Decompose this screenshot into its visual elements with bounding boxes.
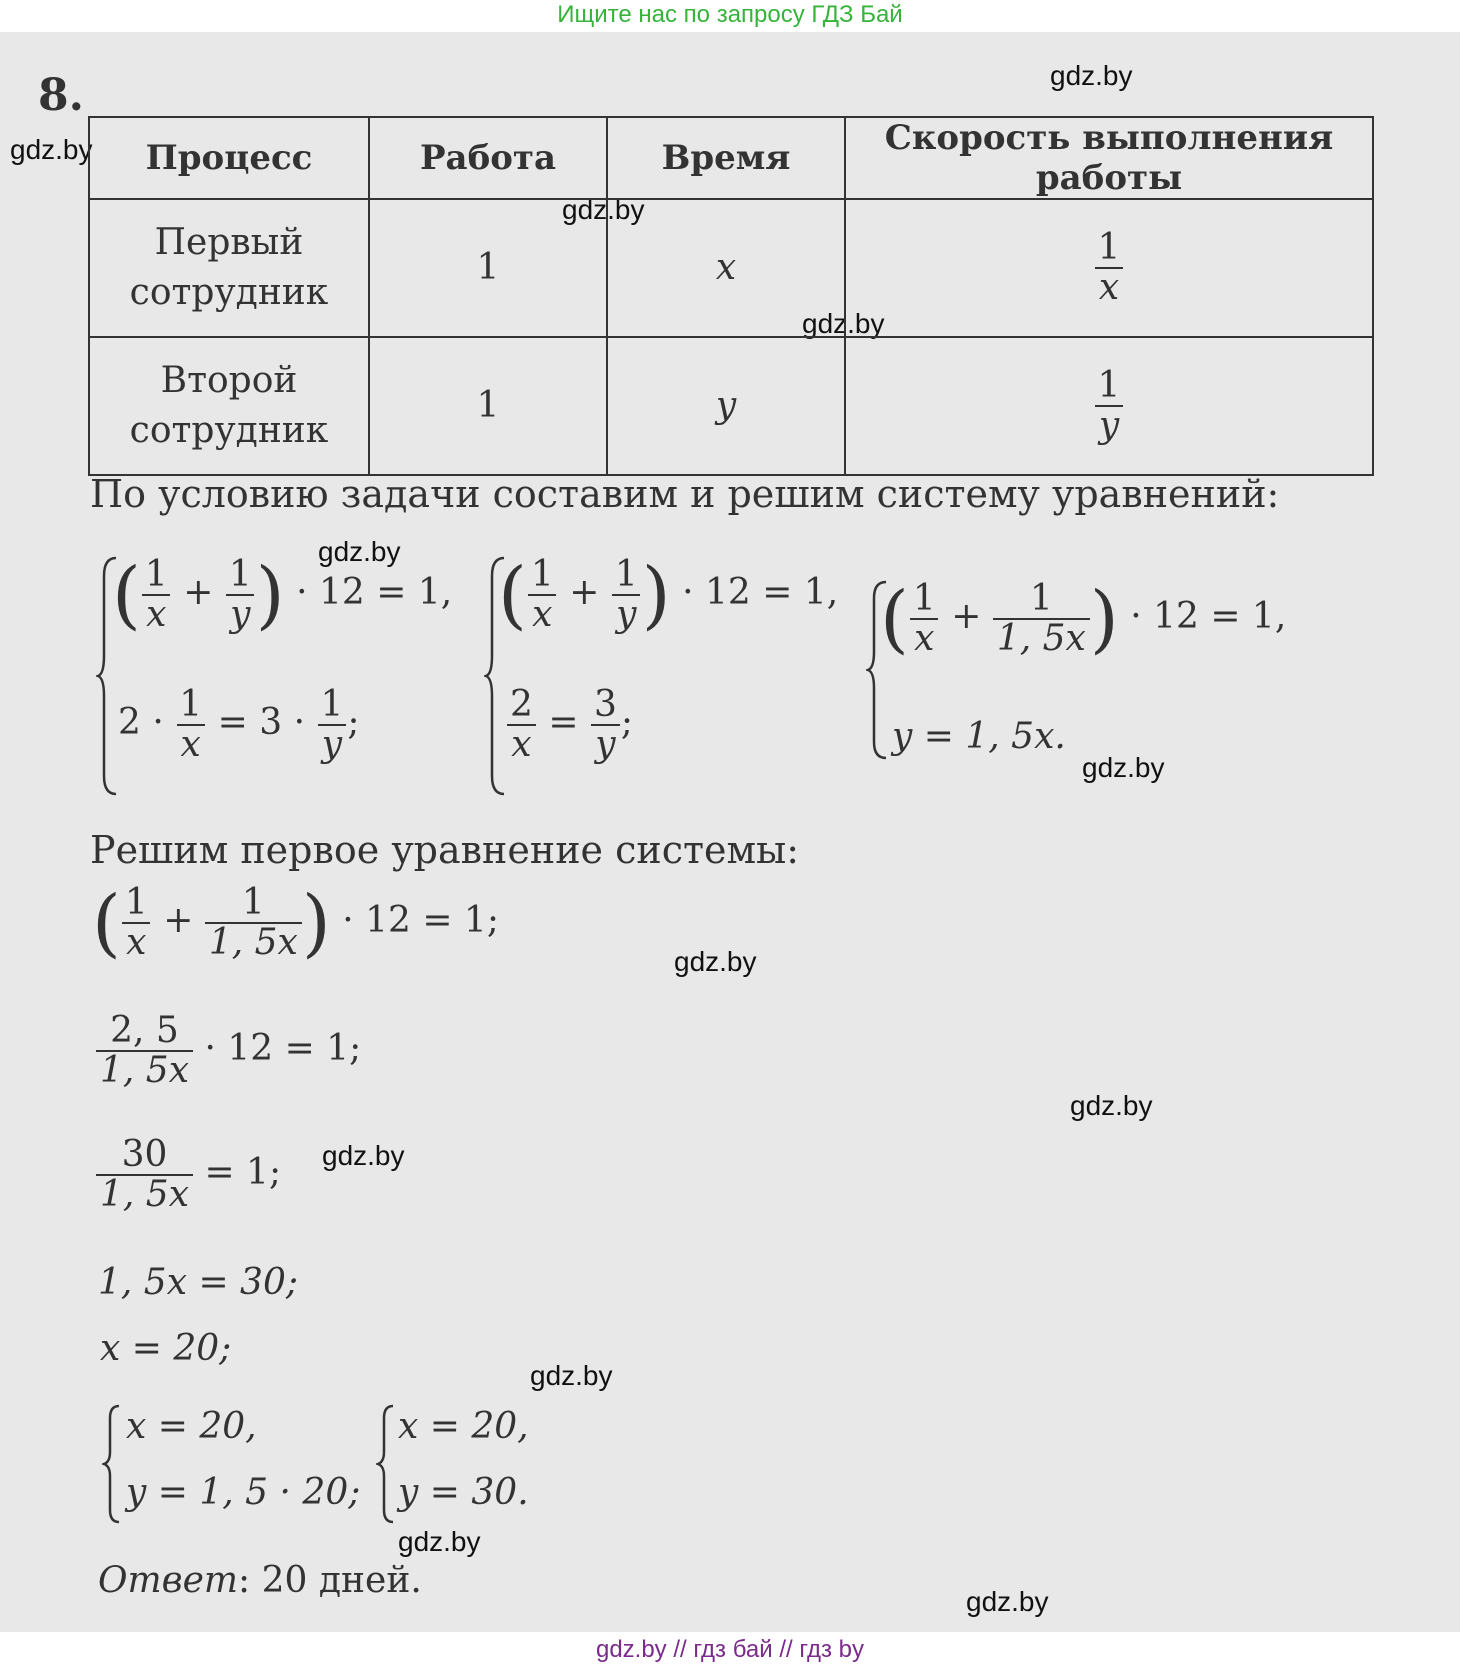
work-cell: 1 [369,337,607,475]
speed-cell [845,199,1373,337]
table-row [89,337,1373,475]
process-line: сотрудник [129,272,329,313]
watermark: gdz.by [530,1360,613,1391]
watermark: gdz.by [318,536,401,567]
speed-fraction [1094,229,1125,307]
task-number: 8. [38,70,84,121]
work-cell: 1 [369,199,607,337]
equation: ( $\frac{1}{x}$ + $\frac{1}{1, 5x}$ ) · 12 = 1; [92,879,499,966]
equation: ( $\frac{1}{x}$ + $\frac{1}{y}$ ) · 12 = 1, [498,551,839,638]
answer-line [98,1560,422,1601]
denominator: y [1095,405,1123,445]
operator: + [183,571,214,613]
speed-cell [845,337,1373,475]
denominator: x [1095,267,1123,307]
process-cell [89,337,369,475]
watermark: gdz.by [966,1586,1049,1617]
equation: ( $\frac{1}{x}$ + $\frac{1}{y}$ ) · 12 = 1, [112,551,453,638]
speed-fraction [1094,367,1125,445]
time-cell: y [607,337,845,475]
answer-value: : 20 дней. [238,1560,422,1601]
footer-links[interactable]: gdz.by // гдз бай // гдз by [0,1632,1460,1668]
numerator: 1 [1097,227,1121,269]
equation: y = 1, 5 · 20; [126,1472,361,1513]
column-header: Время [607,117,845,199]
equation: 1, 5x = 30; [98,1262,298,1303]
watermark: gdz.by [1070,1090,1153,1121]
watermark: gdz.by [802,308,885,339]
process-line: Первый [154,222,304,263]
column-header: Работа [369,117,607,199]
process-cell [89,199,369,337]
process-line: Второй [160,360,298,401]
column-header: Процесс [89,117,369,199]
time-cell: x [607,199,845,337]
equation: y = 1, 5x. [892,716,1066,757]
watermark: gdz.by [1082,752,1165,783]
equation: x = 20; [100,1328,232,1369]
watermark: gdz.by [10,134,93,165]
equation: y = 30. [398,1472,529,1513]
watermark: gdz.by [322,1140,405,1171]
equation-tail: · 12 = 1, [296,571,453,613]
system-brace [376,1404,396,1524]
work-table [88,116,1374,476]
paren: ) [255,551,285,638]
column-header: Скорость выполнения работы [845,117,1373,199]
numerator: 1 [1097,365,1121,407]
equation: $\frac{2}{x}$ = $\frac{3}{y}$ ; [506,686,633,764]
paren: ( [112,551,141,638]
table-header-row [89,117,1373,199]
intro-text: По условию задачи составим и решим систему уравнений: [90,472,1280,516]
watermark: gdz.by [398,1526,481,1557]
watermark: gdz.by [562,194,645,225]
equation: 2 · $\frac{1}{x}$ = 3 · $\frac{1}{y}$ ; [118,684,360,765]
process-line: сотрудник [129,410,329,451]
watermark: gdz.by [674,946,757,977]
table-row [89,199,1373,337]
equation: $\frac{30}{1, 5x}$ = 1; [96,1136,281,1214]
equation: x = 20, [126,1406,257,1447]
system-brace [102,1404,122,1524]
equation: $\frac{2, 5}{1, 5x}$ · 12 = 1; [96,1012,361,1090]
equation: ( $\frac{1}{x}$ + $\frac{1}{1, 5x}$ ) · 12 = 1, [880,575,1287,662]
answer-label: Ответ [98,1560,239,1601]
watermark: gdz.by [1050,60,1133,91]
equation: x = 20, [398,1406,529,1447]
top-banner[interactable]: Ищите нас по запросу ГДЗ Бай [0,0,1460,32]
solve-first-text: Решим первое уравнение системы: [90,828,800,872]
